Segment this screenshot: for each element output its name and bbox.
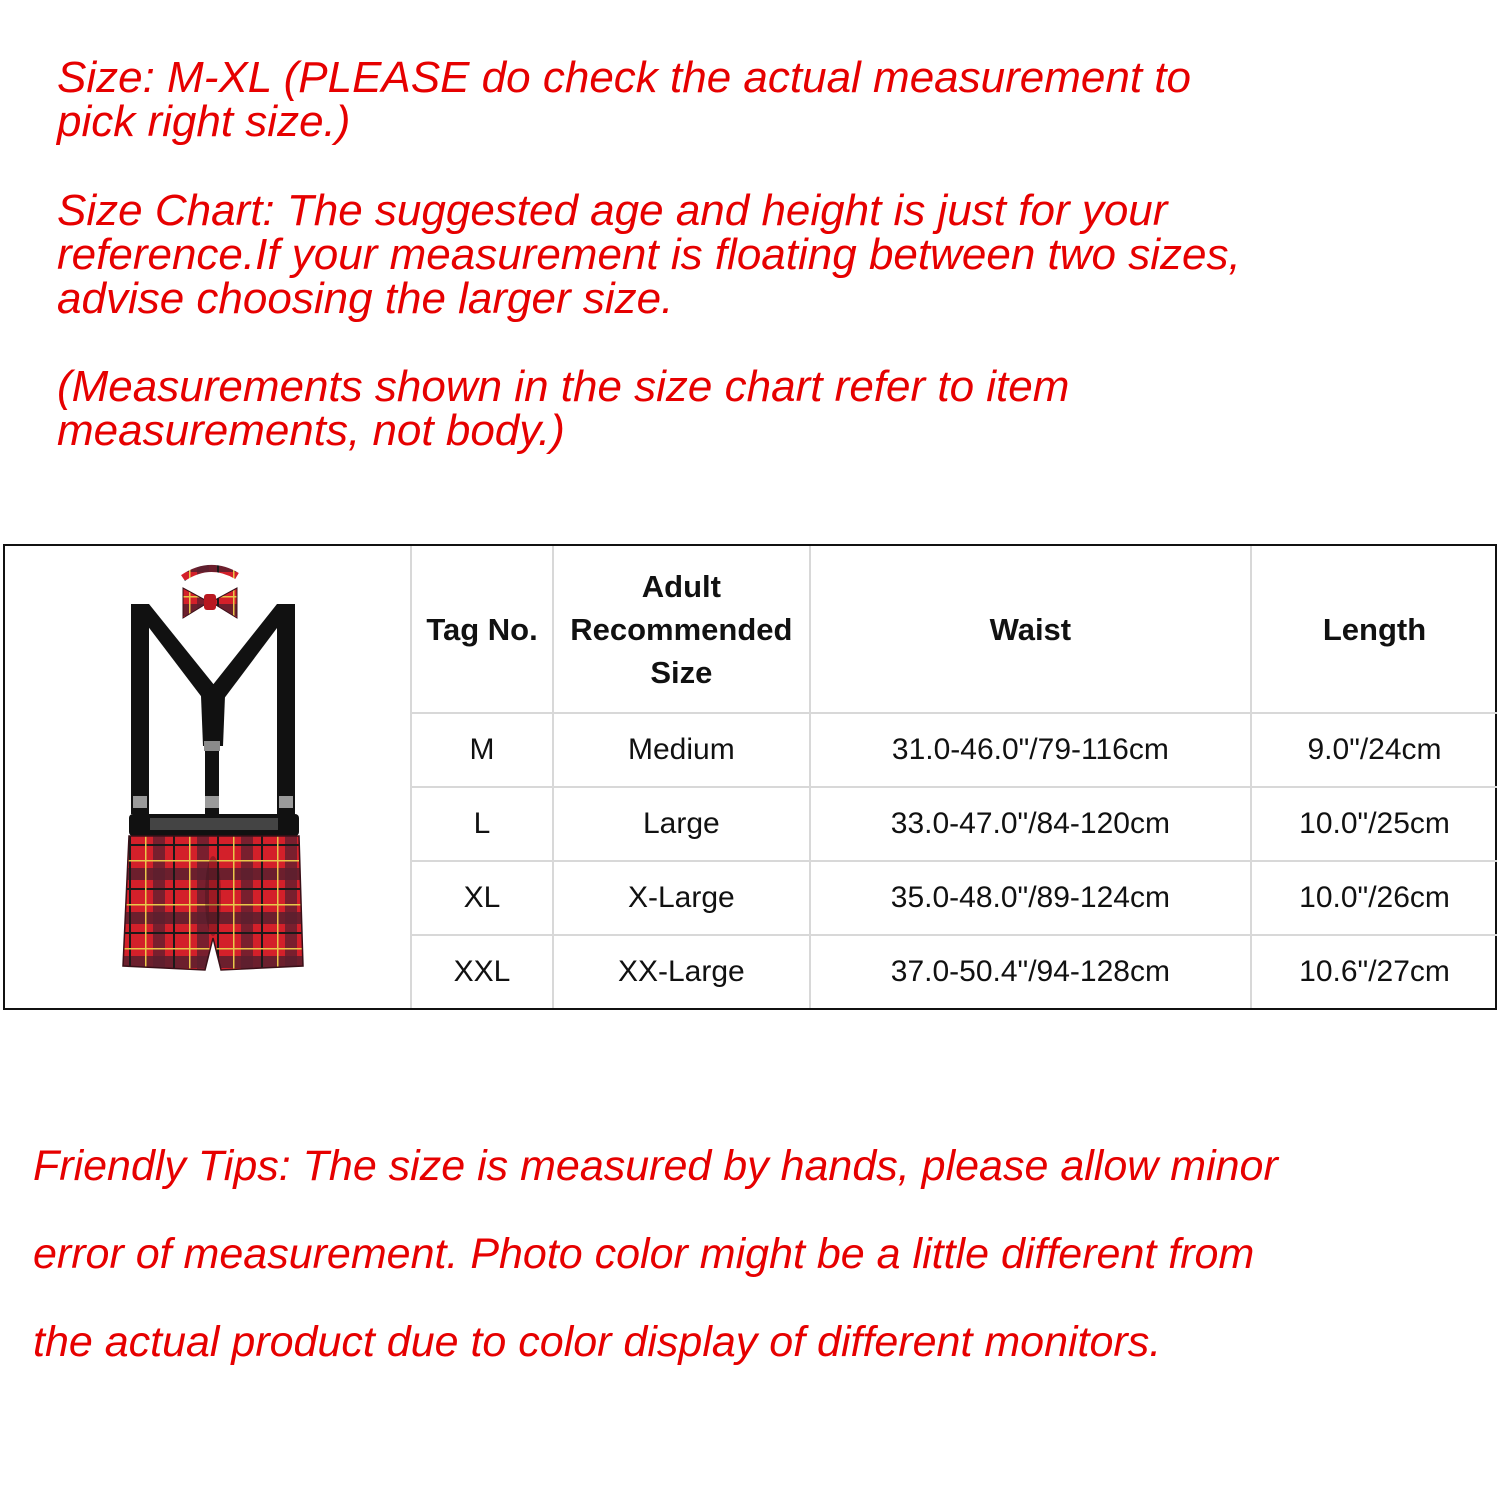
measurement-note-line-1: (Measurements shown in the size chart refer to item [57,362,1070,411]
product-image [5,546,410,1008]
cell-tag: M [412,713,553,787]
cell-length: 10.0"/25cm [1251,787,1497,861]
cell-size: X-Large [553,861,810,935]
cell-size: Large [553,787,810,861]
product-image-cell [5,546,412,1008]
size-range-note [57,53,1191,146]
cell-size: Medium [553,713,810,787]
header-tag-no: Tag No. [412,546,553,713]
cell-size: XX-Large [553,935,810,1008]
header-adult-line-3: Size [650,654,713,690]
size-range-line-2: pick right size.) [57,97,351,146]
size-chart-line-1: Size Chart: The suggested age and height is just for your [57,186,1168,235]
tips-line-2: error of measurement. Photo color might be a little different from [33,1230,1255,1278]
header-waist: Waist [810,546,1251,713]
size-range-line-1: Size: M-XL (PLEASE do check the actual measurement to [57,53,1191,102]
cell-waist: 31.0-46.0"/79-116cm [810,713,1251,787]
cell-tag: XL [412,861,553,935]
cell-tag: XXL [412,935,553,1008]
measurement-note [57,362,1070,455]
header-adult-recommended-size [553,546,810,713]
size-chart-note [57,186,1241,323]
table-header-row [412,546,1497,713]
cell-waist: 37.0-50.4"/94-128cm [810,935,1251,1008]
size-chart-table [412,546,1497,1008]
size-chart-line-2: reference.If your measurement is floating between two sizes, [57,230,1241,279]
table-row [412,787,1497,861]
cell-length: 10.0"/26cm [1251,861,1497,935]
measurement-note-line-2: measurements, not body.) [57,406,565,455]
table-row [412,713,1497,787]
cell-tag: L [412,787,553,861]
tips-line-3: the actual product due to color display of different monitors. [33,1318,1162,1366]
size-table-frame [3,544,1497,1010]
cell-waist: 35.0-48.0"/89-124cm [810,861,1251,935]
tips-line-1: Friendly Tips: The size is measured by hands, please allow minor [33,1142,1278,1190]
cell-length: 10.6"/27cm [1251,935,1497,1008]
cell-length: 9.0"/24cm [1251,713,1497,787]
table-row [412,935,1497,1008]
header-length: Length [1251,546,1497,713]
header-adult-line-2: Recommended [570,611,793,647]
table-row [412,861,1497,935]
header-adult-line-1: Adult [641,568,721,604]
friendly-tips [33,1122,1278,1386]
cell-waist: 33.0-47.0"/84-120cm [810,787,1251,861]
size-chart-line-3: advise choosing the larger size. [57,274,674,323]
